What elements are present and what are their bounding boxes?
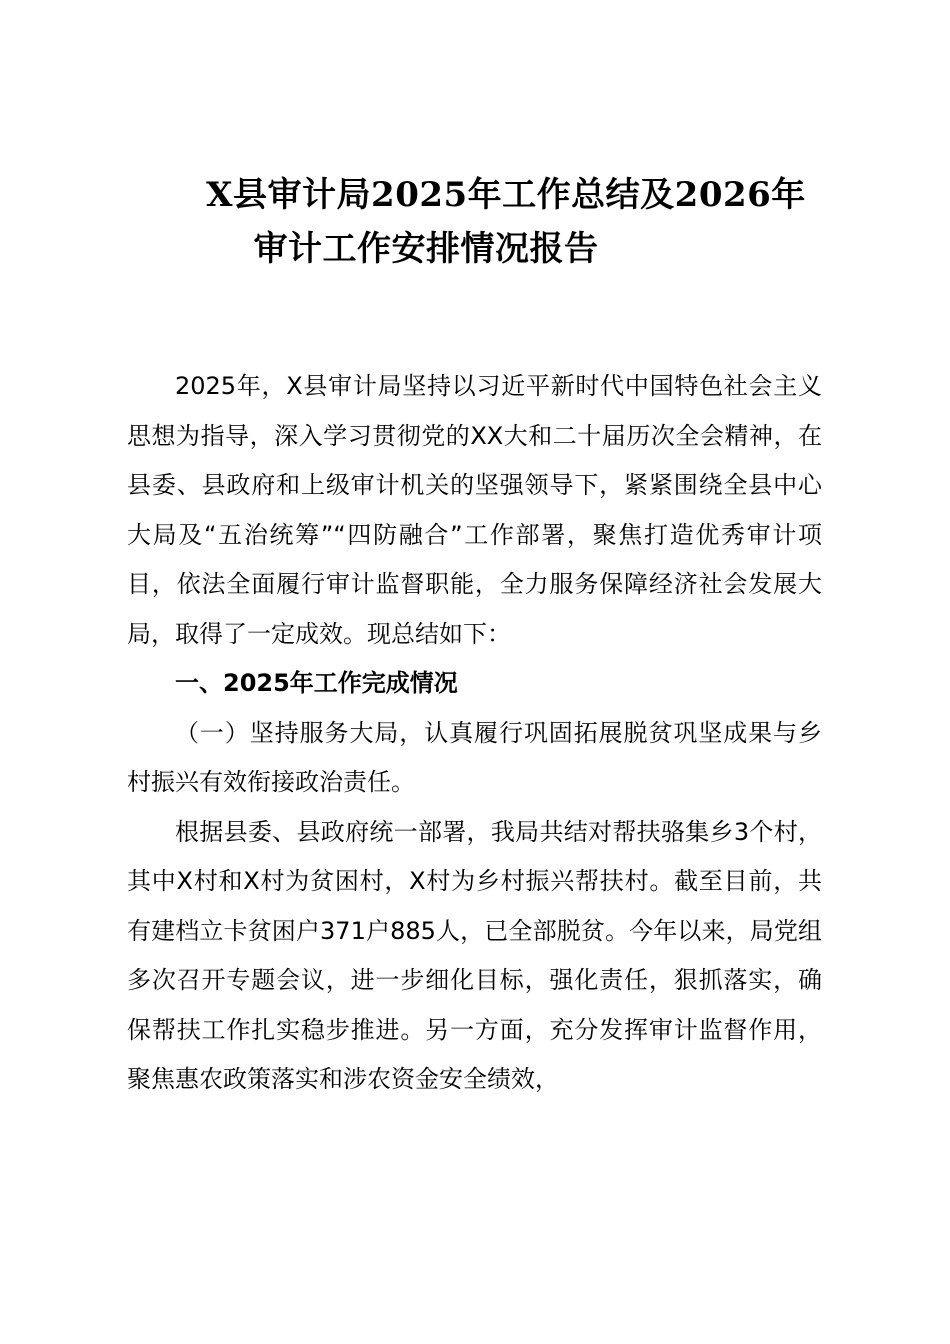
document-body: [127, 362, 822, 1105]
intro-paragraph: 2025年，X县审计局坚持以习近平新时代中国特色社会主义思想为指导，深入学习贯彻党的XX大和二十届历次全会精神，在县委、县政府和上级审计机关的坚强领导下，紧紧围绕全县中心大局及“五治统筹”“四防融合”工作部署，聚焦打造优秀审计项目，依法全面履行审计监督职能，全力服务保障经济社会发展大局，取得了一定成效。现总结如下：: [127, 372, 822, 648]
title-line-2: 审计工作安排情况报告: [253, 229, 599, 269]
document-title: [126, 168, 826, 276]
title-line-1: X县审计局2025年工作总结及2026年: [206, 175, 806, 215]
section-heading-1: 一、2025年工作完成情况: [175, 669, 458, 697]
body-paragraph-2: 根据县委、县政府统一部署，我局共结对帮扶骆集乡3个村，其中X村和X村为贫困村，X村为乡村振兴帮扶村。截至目前，共有建档立卡贫困户371户885人，已全部脱贫。今年以来，局党组多次召开专题会议，进一步细化目标，强化责任，狠抓落实，确保帮扶工作扎实稳步推进。另一方面，充分发挥审计监督作用，聚焦惠农政策落实和涉农资金安全绩效，: [127, 817, 822, 1093]
subsection-heading-1: （一）坚持服务大局，认真履行巩固拓展脱贫巩坚成果与乡村振兴有效衔接政治责任。: [127, 718, 822, 796]
